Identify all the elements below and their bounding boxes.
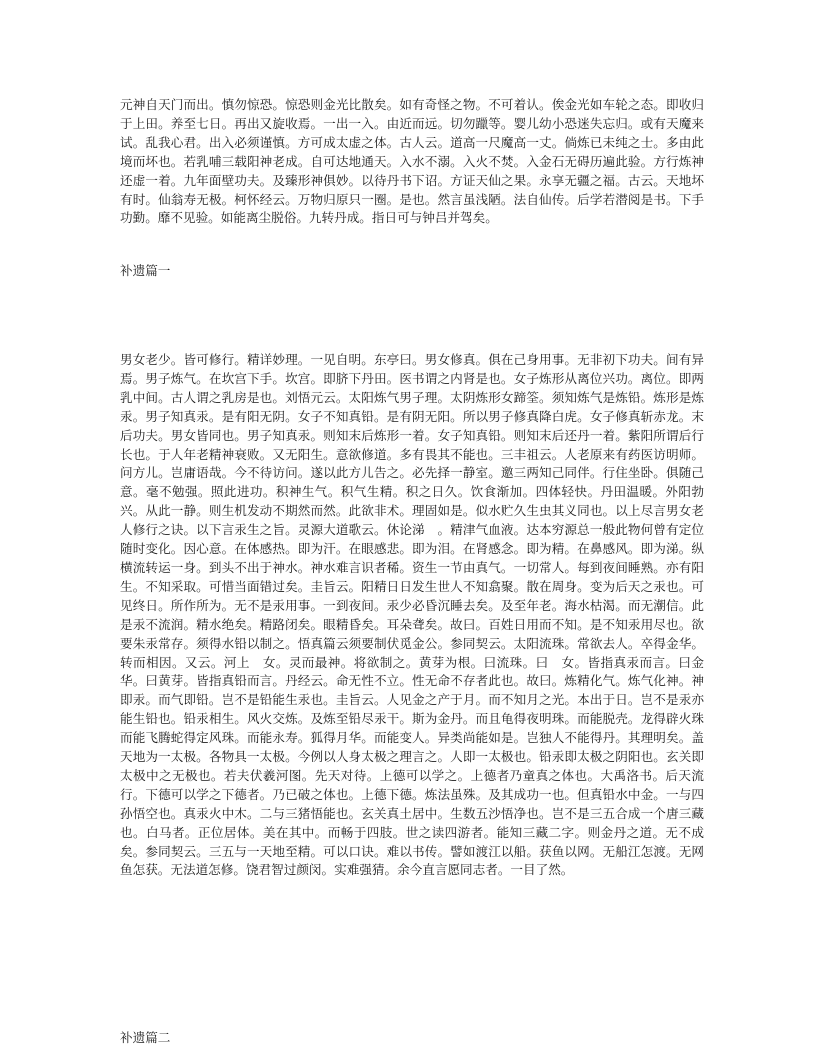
body-paragraph: 元神自天门而出。慎勿惊恐。惊恐则金光比散矣。如有奇怪之物。不可着认。俟金光如车轮之态。即收归于上田。养至七日。再出又旋收焉。一出一入。由近而远。切勿躐等。婴儿幼小恐迷失忘归。或有天魔来试。乱我心君。出入必须谨慎。方可成太虚之体。古人云。道高一尺魔高一丈。倘炼已未纯之士。多由此境而坏也。若乳哺三载阳神老成。自可达地通天。入水不溺。入火不焚。入金石无碍历遍此验。方行炼神还虚一着。九年面壁功夫。及臻形神俱妙。以待丹书下诏。方证天仙之果。永享无疆之福。古云。天地坏有时。仙翁寿无极。柯怀经云。万物归原只一圈。是也。然言虽浅陋。法自仙传。后学若潜阅是书。下手功勤。靡不见验。如能离尘脱俗。九转丹成。指日可与钟吕并驾矣。 <box>120 97 704 226</box>
section-heading: 补遗篇一 <box>120 263 171 278</box>
section-heading: 补遗篇二 <box>120 1030 171 1045</box>
body-paragraph: 男女老少。皆可修行。精详妙理。一见自明。东亭曰。男女修真。俱在己身用事。无非初下功夫。间有异焉。男子炼气。在坎宫下手。坎宫。即脐下丹田。医书谓之内肾是也。女子炼形从离位兴功。离位。即两乳中间。古人谓之乳房是也。刘悟元云。太阳炼气男子理。太阴炼形女蹄筌。须知炼气是炼铅。炼形是炼汞。男子知真汞。是有阳无阴。女子不知真铅。是有阴无阳。所以男子修真降白虎。女子修真斩赤龙。末后功夫。男女皆同也。男子知真汞。则知末后炼形一着。女子知真铅。则知末后还丹一着。紫阳所谓后行长也。于人年老精神衰败。又无阳生。意欲修道。多有畏其不能也。三丰祖云。人老原来有药医访明师。问方儿。岂庸语哉。今不待访问。遂以此方儿告之。必先择一静室。邀三两知己同伴。行住坐卧。俱随己意。毫不勉强。照此进功。积神生气。积气生精。积之日久。饮食渐加。四体轻快。丹田温暖。外阳勃兴。从此一静。则生机发动不期然而然。此欲非术。理固如是。似水贮久生虫其义同也。以上尽言男女老人修行之诀。以下言汞生之旨。灵源大道歌云。休论涕 。精津气血液。达本穷源总一般此物何曾有定位随时变化。因心意。在体感热。即为汗。在眼感悲。即为泪。在肾感念。即为精。在鼻感风。即为涕。纵横流转运一身。到头不出于神水。神水难言识者稀。资生一节由真气。一切常人。每到夜间睡熟。亦有阳生。不知采取。可惜当面错过矣。圭旨云。阳精日日发生世人不知翕聚。散在周身。变为后天之汞也。可见终日。所作所为。无不是汞用事。一到夜间。汞少必昏沉睡去矣。及至年老。海水枯渴。而无潮信。此是汞不流润。精水绝矣。精路闭矣。眼精昏矣。耳朵聋矣。故曰。百姓日用而不知。是不知汞用尽也。欲要朱汞常存。须得水铅以制之。悟真篇云须要制伏觅金公。参同契云。太阳流珠。常欲去人。卒得金华。转而相因。又云。河上 女。灵而最神。将欲制之。黄芽为根。曰流珠。曰 女。皆指真汞而言。曰金华。曰黄芽。皆指真铅而言。丹经云。命无性不立。性无命不存者此也。故曰。炼精化气。炼气化神。神即汞。而气即铅。岂不是铅能生汞也。圭旨云。人见金之产于月。而不知月之光。本出于日。岂不是汞亦能生铅也。铅汞相生。风火交炼。及炼至铅尽汞干。斯为金丹。而且龟得夜明珠。而能脱壳。龙得辟火珠而能飞腾蛇得定风珠。而能永寿。狐得月华。而能变人。异类尚能如是。岂独人不能得丹。其理明矣。盖天地为一太极。各物具一太极。今例以人身太极之理言之。人即一太极也。铅汞即太极之阴阳也。玄关即太极中之无极也。若夫伏羲河图。先天对待。上德可以学之。上德者乃童真之体也。大禹洛书。后天流行。下德可以学之下德者。乃已破之体也。上德下德。炼法虽殊。及其成功一也。但真铅水中金。一与四孙悟空也。真汞火中木。二与三猪悟能也。玄关真土居中。生数五沙悟净也。岂不是三五合成一个唐三藏也。白马者。正位居体。美在其中。而畅于四肢。世之读四游者。能知三藏二字。则金丹之道。无不成矣。参同契云。三五与一天地至精。可以口诀。难以书传。譬如渡江以船。获鱼以网。无船江怎渡。无网鱼怎获。无法道怎修。饶君智过颜闵。实难强猜。余今直言愿同志者。一目了然。 <box>120 352 704 878</box>
